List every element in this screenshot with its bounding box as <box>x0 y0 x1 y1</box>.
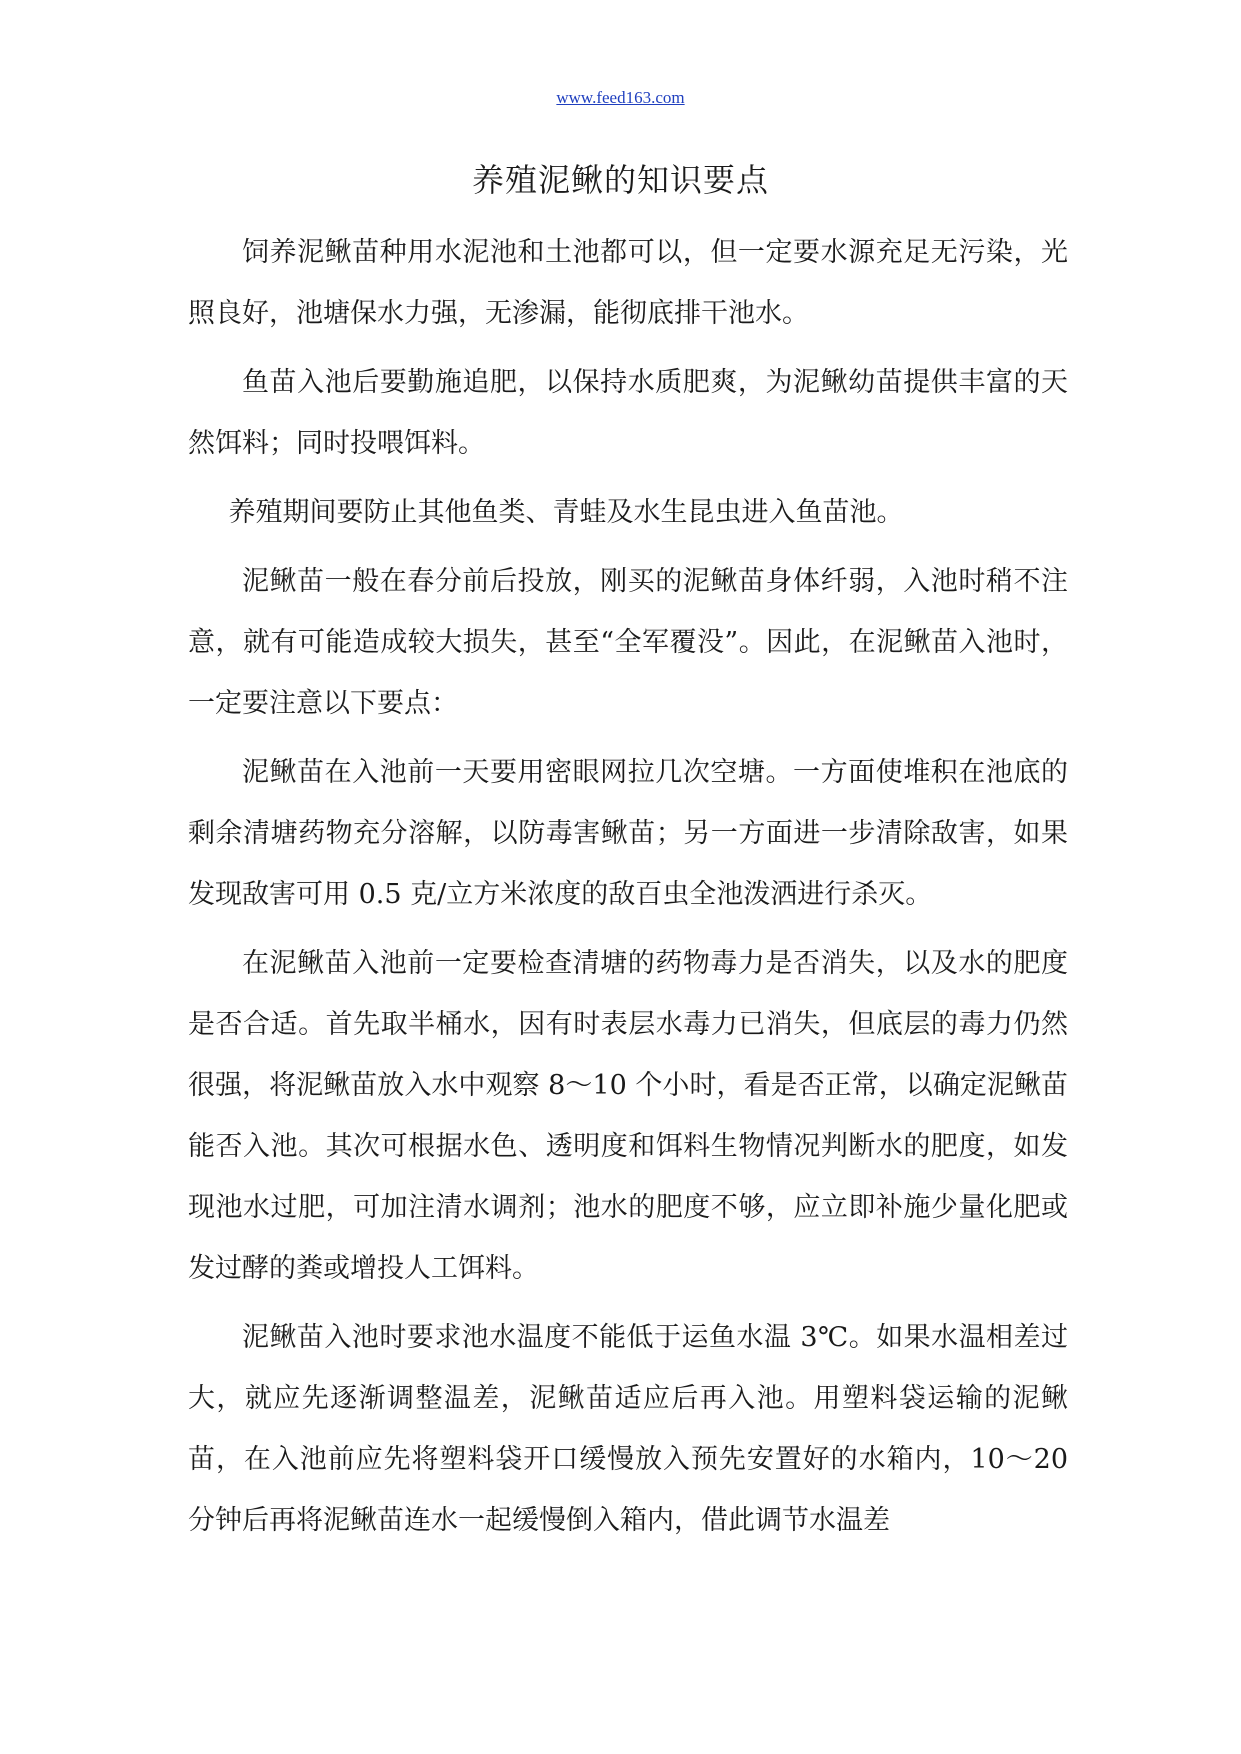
paragraph-6: 在泥鳅苗入池前一定要检查清塘的药物毒力是否消失，以及水的肥度是否合适。首先取半桶水，因有时表层水毒力已消失，但底层的毒力仍然很强，将泥鳅苗放入水中观察 8～10 个小时，看是否正常，以确定泥鳅苗能否入池。其次可根据水色、透明度和饵料生物情况判断水的肥度，如发现池水过肥，可加注清水调剂；池水的肥度不够，应立即补施少量化肥或发过酵的粪或增投人工饵料。 <box>188 948 1068 1284</box>
document-body <box>188 222 1068 1551</box>
paragraph-3: 养殖期间要防止其他鱼类、青蛙及水生昆虫进入鱼苗池。 <box>228 497 904 528</box>
document-title: 养殖泥鳅的知识要点 <box>471 161 769 199</box>
paragraph-7: 泥鳅苗入池时要求池水温度不能低于运鱼水温 3℃。如果水温相差过大，就应先逐渐调整温差，泥鳅苗适应后再入池。用塑料袋运输的泥鳅苗，在入池前应先将塑料袋开口缓慢放入预先安置好的水箱内，10～20 分钟后再将泥鳅苗连水一起缓慢倒入箱内，借此调节水温差 <box>188 1322 1068 1536</box>
paragraph-2: 鱼苗入池后要勤施追肥，以保持水质肥爽，为泥鳅幼苗提供丰富的天然饵料；同时投喂饵料。 <box>188 367 1068 459</box>
paragraph-1: 饲养泥鳅苗种用水泥池和土池都可以，但一定要水源充足无污染，光照良好，池塘保水力强，无渗漏，能彻底排干池水。 <box>188 237 1068 329</box>
paragraph-4: 泥鳅苗一般在春分前后投放，刚买的泥鳅苗身体纤弱，入池时稍不注意，就有可能造成较大损失，甚至“全军覆没”。因此，在泥鳅苗入池时，一定要注意以下要点： <box>188 566 1068 719</box>
header-website-link[interactable]: www.feed163.com <box>556 88 685 107</box>
paragraph-5: 泥鳅苗在入池前一天要用密眼网拉几次空塘。一方面使堆积在池底的剩余清塘药物充分溶解，以防毒害鳅苗；另一方面进一步清除敌害，如果发现敌害可用 0.5 克/立方米浓度的敌百虫全池泼洒进行杀灭。 <box>188 757 1068 910</box>
